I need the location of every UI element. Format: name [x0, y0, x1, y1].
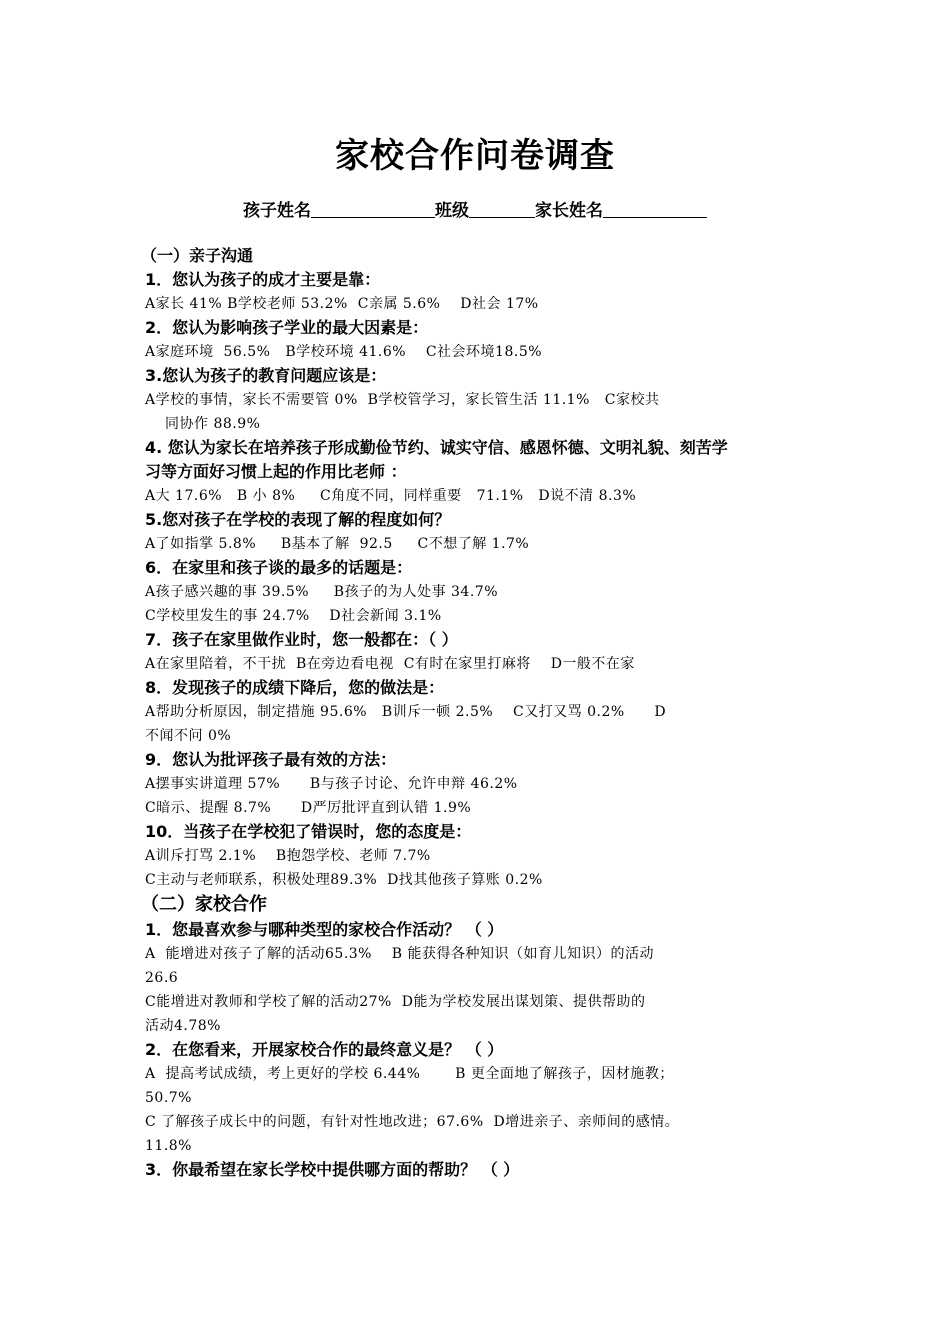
answer-2: A家庭环境 56.5% B学校环境 41.6% C社会环境18.5%: [145, 344, 543, 360]
question-4-line-2: 习等方面好习惯上起的作用比老师 ：: [145, 462, 407, 481]
parent-name-blank: [603, 201, 707, 218]
answer-9-line-2: C暗示、提醒 8.7% D严厉批评直到认错 1.9%: [145, 800, 472, 816]
question-8: 8．发现孩子的成绩下降后，您的做法是：: [145, 678, 445, 697]
question-9: 9．您认为批评孩子最有效的方法：: [145, 750, 397, 769]
question-3: 3.您认为孩子的教育问题应该是：: [145, 366, 387, 385]
info-line: [0, 196, 950, 221]
question-6: 6．在家里和孩子谈的最多的话题是：: [145, 558, 413, 577]
section-title-parent-child: （一）亲子沟通: [141, 246, 254, 265]
document-title: 家校合作问卷调查: [335, 136, 615, 176]
s2-answer-1-line-2: 26.6: [145, 970, 179, 986]
s2-question-3: 3．你最希望在家长学校中提供哪方面的帮助？ （ ）: [145, 1160, 520, 1179]
answer-1: A家长 41% B学校老师 53.2% C亲属 5.6% D社会 17%: [145, 296, 539, 312]
section-title-home-school: （二）家校合作: [141, 894, 267, 915]
child-name-blank: [311, 201, 435, 218]
s2-answer-2-line-3: C 了解孩子成长中的问题，有针对性地改进；67.6% D增进亲子、亲师间的感情。: [145, 1114, 680, 1130]
s2-answer-1-line-4: 活动4.78%: [145, 1018, 221, 1034]
question-7: 7．孩子在家里做作业时，您一般都在：（ ）: [145, 630, 458, 649]
question-10: 10．当孩子在学校犯了错误时，您的态度是：: [145, 822, 472, 841]
answer-5: A了如指掌 5.8% B基本了解 92.5 C不想了解 1.7%: [145, 536, 530, 552]
answer-10-line-2: C主动与老师联系，积极处理89.3% D找其他孩子算账 0.2%: [145, 872, 543, 888]
s2-answer-2-line-1: A 提高考试成绩，考上更好的学校 6.44% B 更全面地了解孩子，因材施教；: [145, 1066, 674, 1082]
answer-4: A大 17.6% B 小 8% C角度不同，同样重要 71.1% D说不清 8.3%: [145, 488, 637, 504]
answer-6-line-2: C学校里发生的事 24.7% D社会新闻 3.1%: [145, 608, 442, 624]
question-1: 1．您认为孩子的成才主要是靠：: [145, 270, 381, 289]
question-5: 5.您对孩子在学校的表现了解的程度如何？: [145, 510, 451, 529]
answer-6-line-1: A孩子感兴趣的事 39.5% B孩子的为人处事 34.7%: [145, 584, 498, 600]
answer-10-line-1: A训斥打骂 2.1% B抱怨学校、老师 7.7%: [145, 848, 431, 864]
parent-name-label: 家长姓名: [535, 201, 603, 221]
answer-3-line-2: 同协作 88.9%: [165, 416, 261, 432]
s2-question-2: 2．在您看来，开展家校合作的最终意义是？ （ ）: [145, 1040, 504, 1059]
answer-7: A在家里陪着，不干扰 B在旁边看电视 C有时在家里打麻将 D一般不在家: [145, 656, 635, 672]
question-2: 2．您认为影响孩子学业的最大因素是：: [145, 318, 429, 337]
s2-answer-1-line-1: A 能增进对孩子了解的活动65.3% B 能获得各种知识（如育儿知识）的活动: [145, 946, 655, 962]
s2-question-1: 1．您最喜欢参与哪种类型的家校合作活动？ （ ）: [145, 920, 504, 939]
answer-8-line-1: A帮助分析原因，制定措施 95.6% B训斥一顿 2.5% C又打又骂 0.2% D: [145, 704, 667, 720]
s2-answer-2-line-2: 50.7%: [145, 1090, 192, 1106]
child-name-label: 孩子姓名: [243, 201, 311, 221]
question-4-line-1: 4. 您认为家长在培养孩子形成勤俭节约、诚实守信、感恩怀德、文明礼貌、刻苦学: [145, 438, 728, 457]
s2-answer-1-line-3: C能增进对教师和学校了解的活动27% D能为学校发展出谋划策、提供帮助的: [145, 994, 646, 1010]
questionnaire-body: [141, 244, 815, 1182]
answer-9-line-1: A摆事实讲道理 57% B与孩子讨论、允许申辩 46.2%: [145, 776, 518, 792]
class-blank: [469, 201, 535, 218]
class-label: 班级: [435, 201, 469, 221]
answer-8-line-2: 不闻不问 0%: [145, 728, 232, 744]
answer-3-line-1: A学校的事情，家长不需要管 0% B学校管学习，家长管生活 11.1% C家校共: [145, 392, 660, 408]
s2-answer-2-line-4: 11.8%: [145, 1138, 192, 1154]
